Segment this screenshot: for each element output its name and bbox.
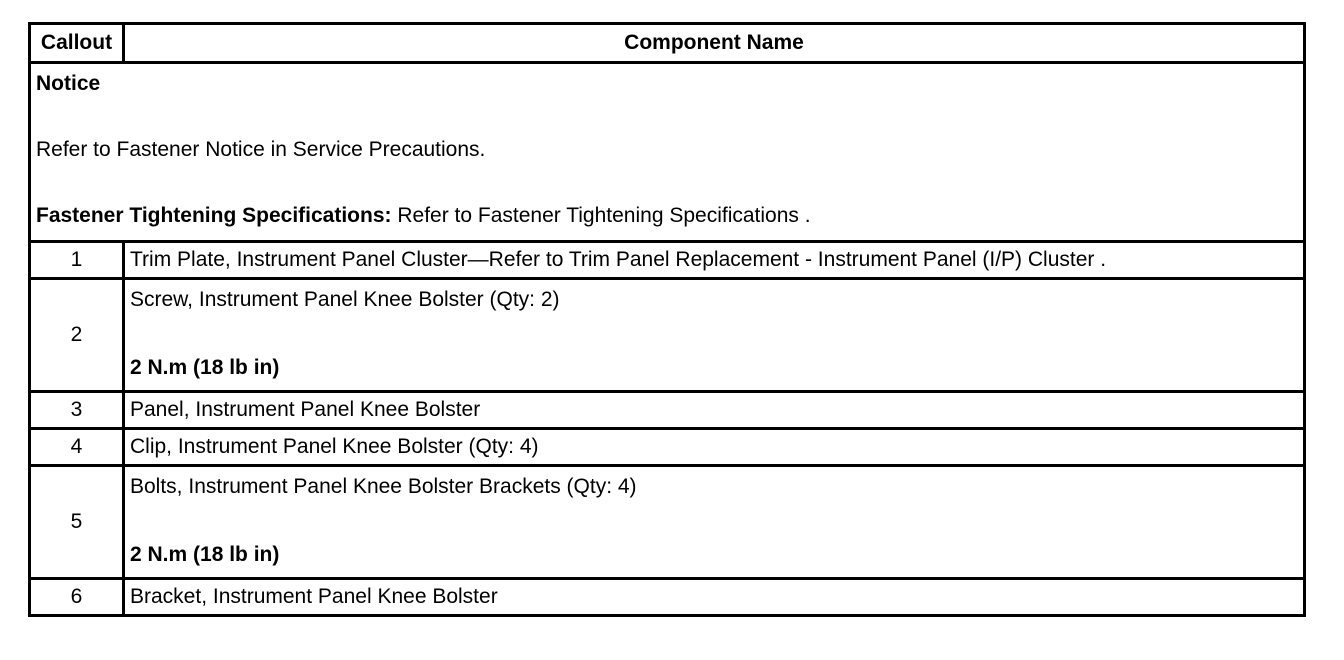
callout-number: 6 xyxy=(30,579,124,616)
callout-header: Callout xyxy=(30,24,124,63)
component-table xyxy=(28,22,1306,617)
table-row xyxy=(30,242,1305,279)
table-row xyxy=(30,466,1305,579)
component-name: Trim Plate, Instrument Panel Cluster—Refer to Trim Panel Replacement - Instrument Panel (I/P) Cluster . xyxy=(124,242,1305,279)
table-row xyxy=(30,392,1305,429)
notice-text: Refer to Fastener Notice in Service Precautions. xyxy=(36,138,486,161)
table-row xyxy=(30,429,1305,466)
notice-row xyxy=(30,63,1305,242)
callout-number: 3 xyxy=(30,392,124,429)
component-name: Screw, Instrument Panel Knee Bolster (Qty: 2) xyxy=(130,288,560,311)
table-row xyxy=(30,579,1305,616)
component-name-header: Component Name xyxy=(124,24,1305,63)
component-name-cell xyxy=(124,466,1305,579)
table-row xyxy=(30,279,1305,392)
fastener-spec-text: Refer to Fastener Tightening Specifications . xyxy=(391,204,811,227)
component-name: Bolts, Instrument Panel Knee Bolster Brackets (Qty: 4) xyxy=(130,475,637,498)
component-name: Clip, Instrument Panel Knee Bolster (Qty: 4) xyxy=(124,429,1305,466)
callout-number: 1 xyxy=(30,242,124,279)
callout-number: 5 xyxy=(30,466,124,579)
callout-number: 4 xyxy=(30,429,124,466)
fastener-spec-line xyxy=(36,204,1298,228)
torque-spec: 2 N.m (18 lb in) xyxy=(130,543,280,566)
component-name: Panel, Instrument Panel Knee Bolster xyxy=(124,392,1305,429)
callout-number: 2 xyxy=(30,279,124,392)
torque-spec: 2 N.m (18 lb in) xyxy=(130,356,280,379)
header-row xyxy=(30,24,1305,63)
notice-cell xyxy=(30,63,1305,242)
component-name-cell xyxy=(124,279,1305,392)
component-name: Bracket, Instrument Panel Knee Bolster xyxy=(124,579,1305,616)
fastener-spec-label: Fastener Tightening Specifications: xyxy=(36,204,392,227)
notice-title: Notice xyxy=(36,72,101,95)
